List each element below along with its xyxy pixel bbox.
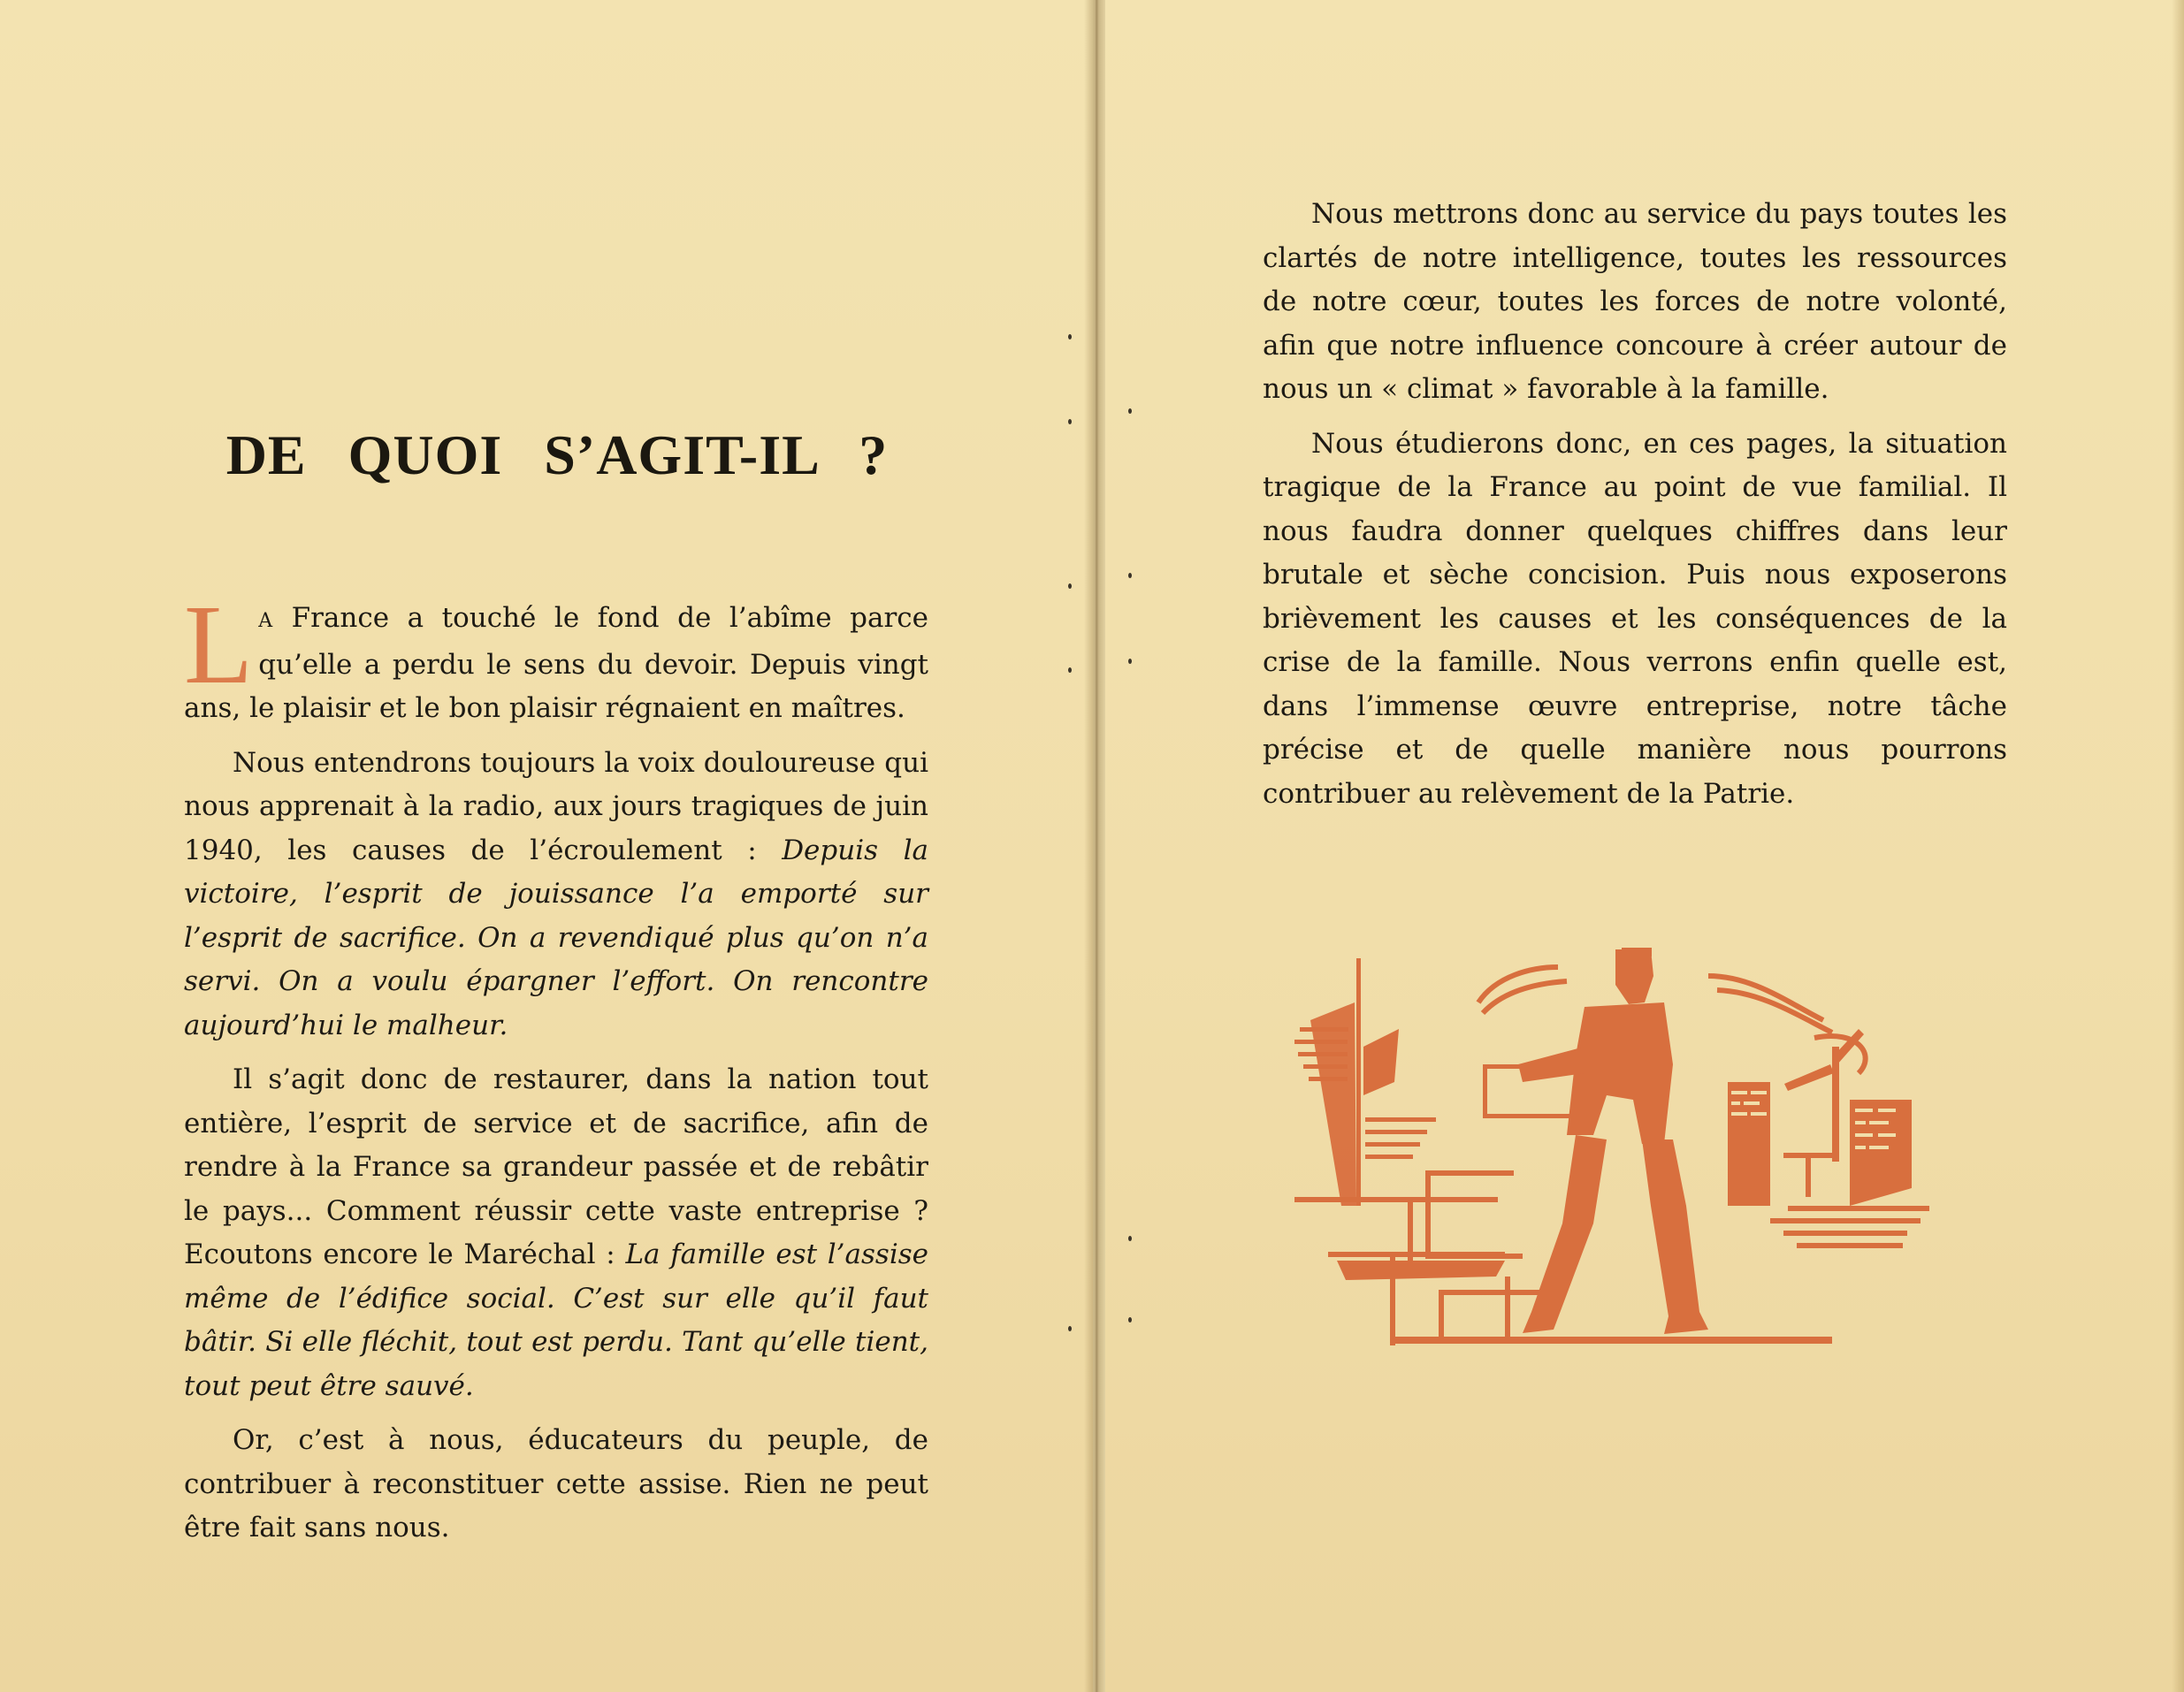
speck: [1128, 1236, 1132, 1241]
paragraph-2-text: Nous entendrons toujours la voix douloureuse qui nous apprenait à la radio, aux jours tragiques de juin 1940, les causes de l’écroulement :: [184, 746, 928, 866]
right-paragraph-1: Nous mettrons donc au service du pays toutes les clartés de notre intelligence, toutes les ressources de notre cœur, toutes les forces de notre volonté, afin que notre influence concoure à créer autour de nous un « climat » favorable à la famille.: [1263, 198, 2007, 405]
paragraph-1-text: France a touché le fond de l’abîme parce qu’elle a perdu le sens du devoir. Depuis vingt ans, le plaisir et le bon plaisir régnaient en maîtres.: [184, 602, 928, 724]
paragraph-3: [184, 1058, 928, 1408]
man-figure: [1518, 948, 1708, 1334]
right-text-body: [1263, 193, 2007, 827]
opening-smallcap: A: [258, 610, 274, 632]
speck: [1128, 659, 1132, 664]
paragraph-3-quote: La famille est l’assise même de l’édifice social. C’est sur elle qu’il faut bâtir. Si elle fléchit, tout est perdu. Tant qu’elle tient, tout peut être sauvé.: [184, 1239, 928, 1402]
left-text-body: [184, 582, 928, 1561]
paragraph-1: [184, 582, 928, 731]
page-edge: [2172, 0, 2184, 1692]
speck: [1068, 334, 1072, 339]
paragraph-2-quote: Depuis la victoire, l’esprit de jouissance l’a emporté sur l’esprit de sacrifice. On a revendiqué plus qu’on n’a servi. On a voulu épargner l’effort. On rencontre aujourd’hui le malheur.: [184, 834, 928, 1041]
paragraph-3-text: Il s’agit donc de restaurer, dans la nation tout entière, l’esprit de service et de sacrifice, afin de rendre à la France sa grandeur passée et de rebâtir le pays... Comment réussir cette vaste entreprise ? Ecoutons encore le Maréchal :: [184, 1063, 928, 1270]
speck: [1068, 667, 1072, 673]
page-title: DE QUOI S’AGIT-IL ?: [225, 423, 889, 486]
brick-ruins: [1728, 1029, 1929, 1248]
paragraph-2: [184, 742, 928, 1048]
woodcut-illustration: [1293, 941, 1982, 1356]
speck: [1128, 1317, 1132, 1322]
drop-cap: L: [184, 582, 254, 707]
stone-blocks: [1425, 1170, 1545, 1338]
right-paragraph-2: Nous étudierons donc, en ces pages, la situation tragique de la France au point de vue familial. Il nous faudra donner quelques chiffres dans leur brutale et sèche concision. Puis nous exposerons brièvement les causes et les conséquences de la crise de la famille. Nous verrons enfin quelle est, dans l’immense œuvre entreprise, notre tâche précise et de quelle manière nous pourrons contribuer au relèvement de la Patrie.: [1263, 427, 2007, 810]
paragraph-4: [184, 1419, 928, 1551]
paragraph-4-text: Or, c’est à nous, éducateurs du peuple, de contribuer à reconstituer cette assise. Rien ne peut être fait sans nous.: [184, 1424, 928, 1543]
speck: [1068, 583, 1072, 589]
speck: [1068, 419, 1072, 424]
speck: [1128, 573, 1132, 578]
speck: [1128, 408, 1132, 414]
speck: [1068, 1326, 1072, 1331]
